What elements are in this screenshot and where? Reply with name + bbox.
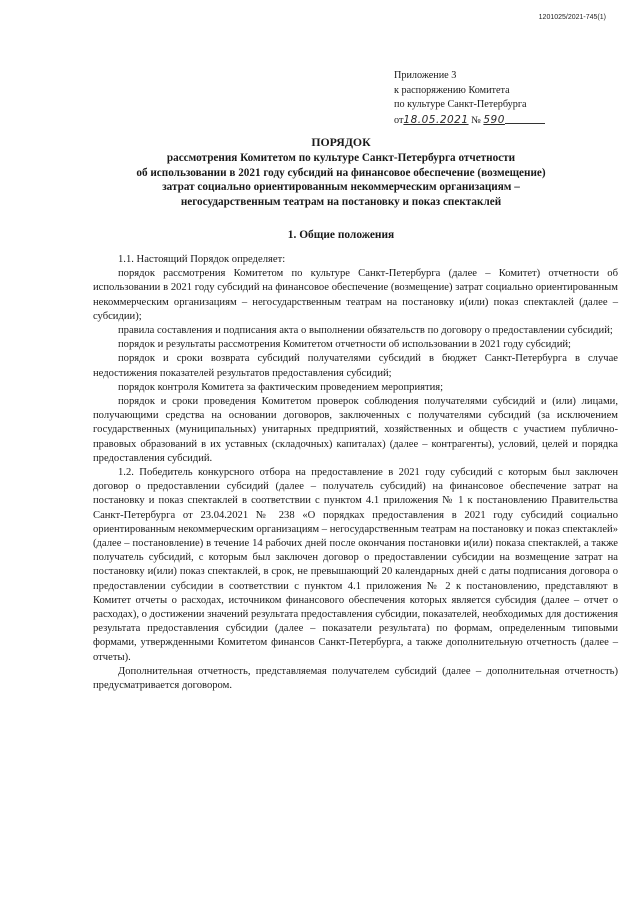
paragraph: порядок контроля Комитета за фактическим проведением мероприятия; [118,381,444,393]
handwritten-date: 18.05.2021 [403,113,469,126]
paragraph: порядок и сроки проведения Комитетом проверок соблюдения получателями субсидий и (или) лицами, получающими средства на основании договоров, заключенных с получателями субсидий (за исключением государственных (муниципальных) унитарных предприятий, хозяйственных и обществ с участием публично-правовых образований в их уставных (складочных) капиталах) (далее – контрагенты), условий, целей и порядка предоставления субсидий. [93,396,618,464]
title-main: ПОРЯДОК [311,135,371,149]
title-line: негосударственным театрам на постановку и показ спектаклей [180,196,502,209]
title-line: затрат социально ориентированным некоммерческим организациям – [162,181,520,194]
title-line: рассмотрения Комитетом по культуре Санкт-Петербурга отчетности [166,151,516,164]
section-heading: 1. Общие положения [287,229,395,241]
appendix-line: Приложение 3 [394,70,457,81]
appendix-date-line [394,113,614,129]
title-line: об использовании в 2021 году субсидий на финансовое обеспечение (возмещение) [136,166,546,179]
paragraph: 1.1. Настоящий Порядок определяет: [118,254,286,265]
paragraph: правила составления и подписания акта о выполнении обязательств по договору о предоставлении субсидий; [118,325,613,337]
number-prefix: № [471,114,481,126]
document-title [70,135,612,210]
paragraph: порядок и сроки возврата субсидий получателями субсидий в бюджет Санкт-Петербурга в случае недостижения показателей результатов предоставления субсидий; [93,353,618,379]
date-prefix: от [394,114,404,126]
paragraph: Дополнительная отчетность, представляемая получателем субсидий (далее – дополнительная отчетность) предусматривается договором. [93,665,618,692]
appendix-line: по культуре Санкт-Петербурга [394,99,527,110]
document-code: 1201025/2021-745(1) [538,14,606,21]
handwritten-number: 590 [483,113,505,126]
appendix-line: к распоряжению Комитета [394,84,510,96]
document-body [93,253,618,693]
appendix-block [394,69,614,128]
paragraph: 1.2. Победитель конкурсного отбора на предоставление в 2021 году субсидий с которым был заключен договор о предоставлении субсидий (далее – получатель субсидий) на финансовое обеспечение затрат на постановку и показ спектаклей в соответствии с пунктом 4.1 приложения № 1 к постановлению Правительства Санкт-Петербурга от 23.04.2021 № 238 «О порядках предоставления в 2021 году субсидий социально ориентированным некоммерческим организациям – негосударственным театрам на постановку и показ спектаклей» (далее – постановление) в течение 14 рабочих дней после окончания постановки и(или) показа спектаклей, а также получатель субсидий, с которым был заключен договор о предоставлении субсидии на возмещение затрат на постановку и(или) показ спектаклей, в срок, не превышающий 20 календарных дней с даты подписания договора о предоставлении субсидии в соответствии с пунктом 4.1 приложения № 2 к постановлению, представляют в Комитет отчеты о расходах, источником финансового обеспечения которых является субсидия (далее – отчет о расходах), о достижении значений результата предоставления субсидии, показателей, необходимых для достижения результата предоставления субсидии (далее – показатели результата) по формам, определенным типовыми формами, утвержденными Комитетом финансов Санкт-Петербурга, а также дополнительную отчетность (далее – отчеты). [93,467,618,663]
paragraph: порядок рассмотрения Комитетом по культуре Санкт-Петербурга (далее – Комитет) отчетности об использовании в 2021 году субсидий на финансовое обеспечение (возмещение) затрат социально ориентированным некоммерческим организациям – негосударственным театрам на постановку и(или) показ спектаклей (далее – субсидии); [93,268,618,322]
paragraph: порядок и результаты рассмотрения Комитетом отчетности об использовании в 2021 году субсидий; [118,339,571,351]
